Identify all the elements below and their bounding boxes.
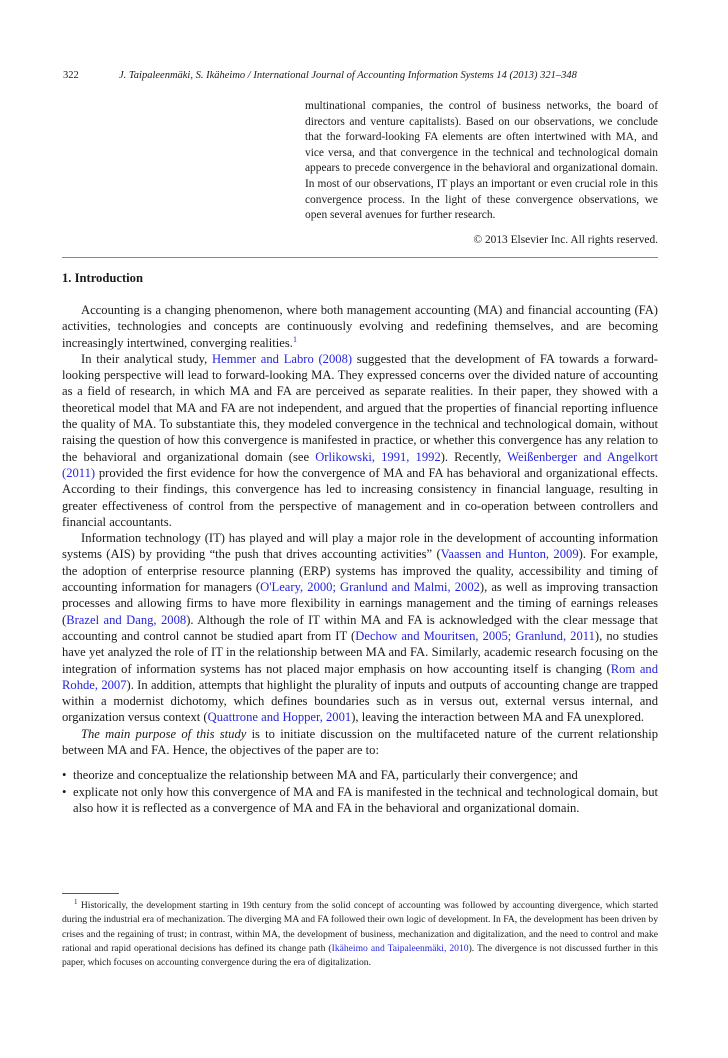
emphasis-text: The main purpose of this study [81,726,247,741]
paragraph-text: ). Although the role of IT within MA and FA is acknowledged with the clear message that accounting and control cannot be studied apart from IT ( [62,612,658,643]
copyright-notice: © 2013 Elsevier Inc. All rights reserved. [473,234,658,246]
paragraph-text: Accounting is a changing phenomenon, where both management accounting (MA) and financial accounting (FA) activities, technologies and concepts are continuously evolving and redefining themselves, and are becoming increasingly intertwined, converging realities. [62,303,658,350]
citation-link[interactable]: Quattrone and Hopper, 2001 [207,710,352,725]
paragraph-text: ). For example, the adoption of enterprise resource planning (ERP) systems has improved the quality, accessibility and timing of accounting information for managers ( [62,547,658,595]
paragraph-text: In their analytical study, [81,351,213,366]
abstract-text: multinational companies, the control of business networks, the board of directors and venture capitalists). Based on our observations, we conclude that the forward-looking FA elements are often intertwined with MA, and vice versa, and that convergence in the technical and technological domain appears to precede convergence in the behavioral and organizational domain. In most of our observations, IT plays an important or even crucial role in this convergence process. In the light of these convergence observations, we open several avenues for further research. [305,100,658,222]
footnote-text: ). The divergence is not discussed further in this paper, which focuses on accounting convergence during the era of digitalization. [62,942,658,969]
paragraph-text: provided the first evidence for how the convergence of MA and FA has behavioral and organizational effects. According to their findings, this convergence has led to increasing consistency in financial language, resulting in greater effectiveness of control from the perspective of management and in co-operation between controllers and financial accountants. [62,465,658,529]
paragraph-text: ). Recently, [440,449,508,464]
citation-link[interactable]: Orlikowski, 1991, 1992 [315,449,441,464]
citation-link[interactable]: Brazel and Dang, 2008 [66,612,187,627]
list-item: • explicate not only how this convergence of MA and FA is manifested in the technical and technological domain, but also how it is reflected as a convergence of MA and FA in the behavioral and organizational domain. [62,784,658,817]
paragraph-4 [62,726,658,759]
footnote-marker: 1 [74,897,78,906]
paragraph-text: suggested that the development of FA towards a forward-looking perspective will lead to forward-looking MA. They expressed concerns over the divided nature of accounting as a field of research, in which MA and FA are perceived as separate realities. In their paper, they showed with a theoretical model that MA and FA are not independent, and argued that the properties of financial reporting influence the quality of MA. To substantiate this, they modeled convergence in the technical and technological domain, without raising the question of how this convergence is manifested in practice, or whether this convergence has any relation to the behavioral and organizational domain (see [62,351,658,464]
paragraph-text: ), no studies have yet analyzed the role of IT in the relationship between MA and FA. Similarly, academic research focusing on the integration of information systems has not placed major emphasis on how accounting itself is changing ( [62,628,659,676]
paragraph-text: ), leaving the interaction between MA and FA unexplored. [351,710,645,725]
citation-link[interactable]: Hemmer and Labro (2008) [212,351,353,366]
footnote-ref[interactable]: 1 [292,334,297,344]
footnote-divider [62,893,119,894]
citation-link[interactable]: Ikäheimo and Taipaleenmäki, 2010 [331,942,469,954]
citation-link[interactable]: Vaassen and Hunton, 2009 [440,547,579,562]
paragraph-3 [62,530,658,726]
paragraph-text: Information technology (IT) has played and will play a major role in the development of accounting information systems (AIS) by providing “the push that drives accounting activities” ( [62,531,658,562]
citation-link[interactable]: Weißenberger and Angelkort (2011) [62,449,658,480]
paragraph-text: is to initiate discussion on the multifaceted nature of the current relationship between MA and FA. Hence, the objectives of the paper are to: [62,726,658,758]
page-number: 322 [63,70,79,81]
section-heading: 1. Introduction [62,271,143,285]
footnote [62,899,658,970]
citation-link[interactable]: O'Leary, 2000; Granlund and Malmi, 2002 [260,580,480,595]
paragraph-text: ). In addition, attempts that highlight the plurality of inputs and outputs of accounting change are trapped within a modernist dichotomy, which defines boundaries such as in versus out, external versus internal, and organization versus context ( [62,677,658,725]
citation-link[interactable]: Rom and Rohde, 2007 [62,661,659,692]
running-title: J. Taipaleenmäki, S. Ikäheimo / International Journal of Accounting Information Systems 14 (2013) 321–348 [119,70,577,81]
footnote-text: Historically, the development starting in 19th century from the solid concept of accounting was followed by accounting divergence, which started during the industrial era of mechanization. The diverging MA and FA followed their own logic of development. In FA, the development has been driven by crises and the regaining of trust; in contrast, within MA, the development of business, mechanization and digitalization, and the need to control and make rational and rapid operational decisions has defined its change path ( [62,900,658,954]
section-divider [62,257,658,258]
paragraph-2 [62,351,658,530]
list-item: • theorize and conceptualize the relationship between MA and FA, particularly their convergence; and [62,767,658,783]
citation-link[interactable]: Dechow and Mouritsen, 2005; Granlund, 2011 [355,628,595,643]
paragraph-text: ), as well as improving transaction processes and allowing firms to have more flexibility in earnings management and the timing of earnings releases ( [62,580,659,627]
objectives-list [62,767,658,816]
paragraph-1 [62,302,658,351]
article-body [62,302,658,816]
